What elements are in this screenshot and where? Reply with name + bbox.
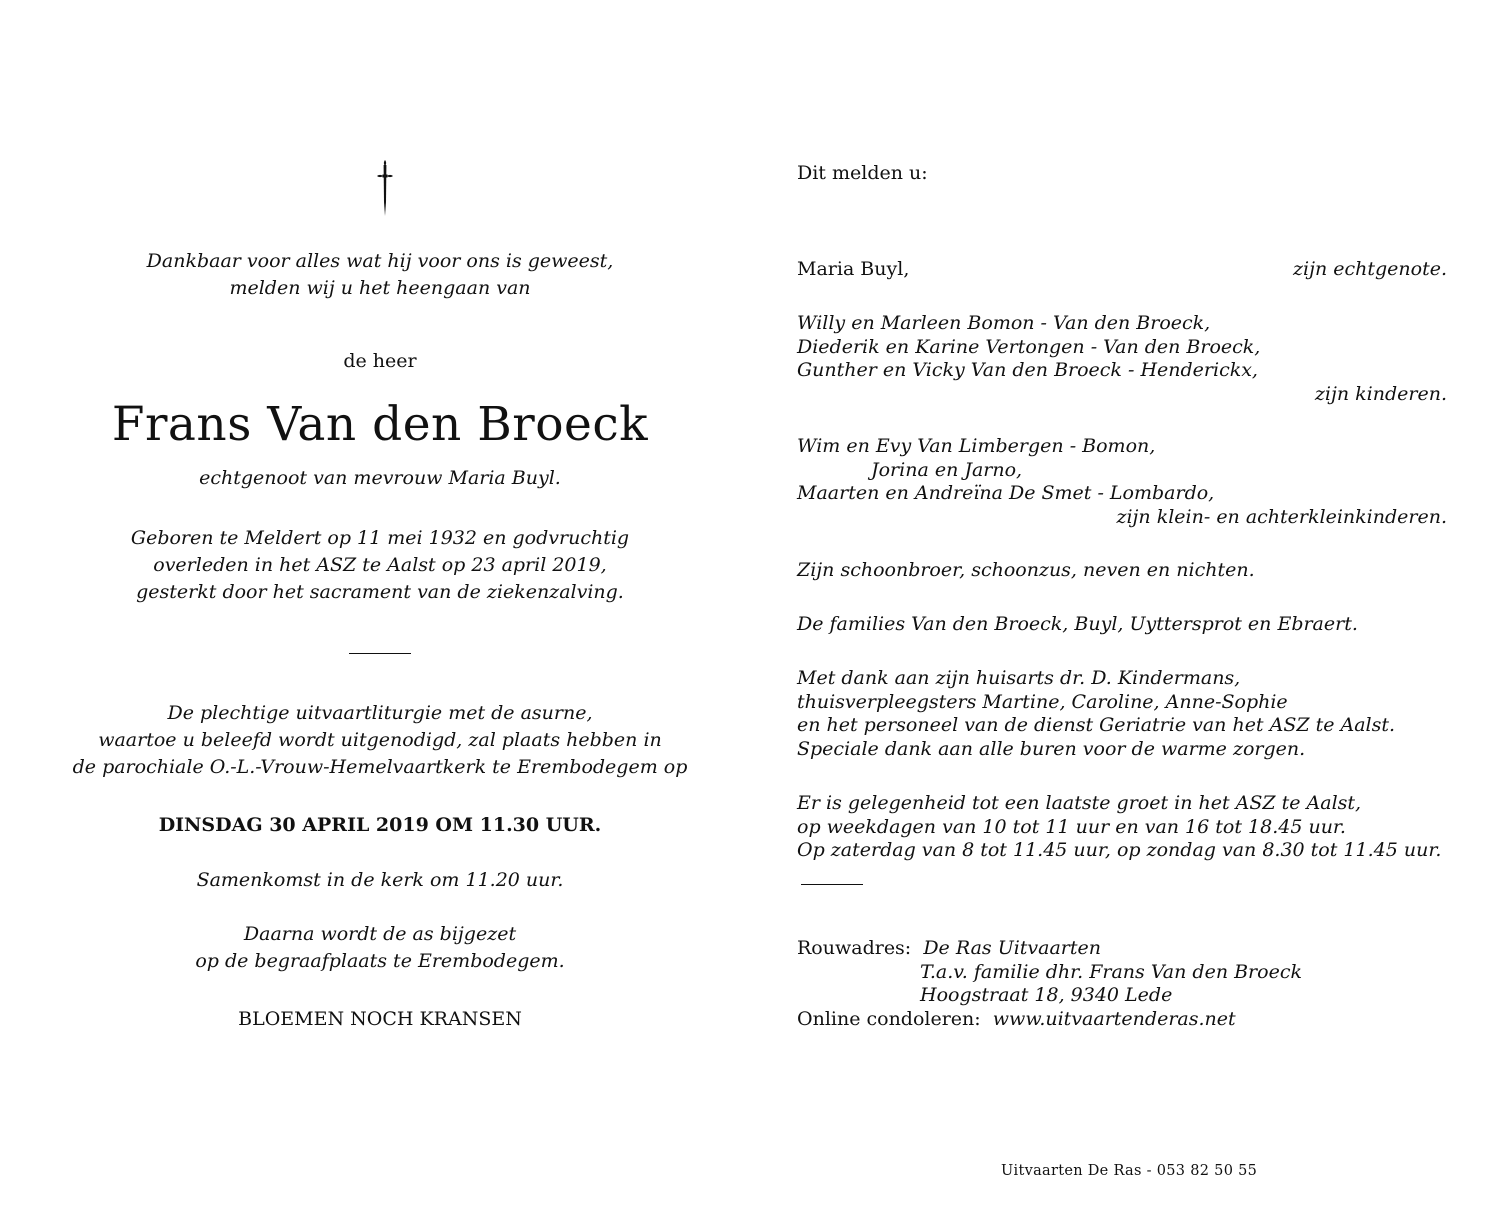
intro-text: Dankbaar voor alles wat hij voor ons is geweest, melden wij u het heengaan van xyxy=(146,250,614,299)
online-label: Online condoleren: xyxy=(797,1007,981,1030)
children-entry: Willy en Marleen Bomon - Van den Broeck, Diederik en Karine Vertongen - Van den Broeck, Gunther en Vicky Van den Broeck - Henderickx, zijn kinderen. xyxy=(797,312,1447,405)
families-line: De families Van den Broeck, Buyl, Uyttersprot en Ebraert. xyxy=(797,613,1358,635)
address-block: Rouwadres: De Ras Uitvaarten T.a.v. familie dhr. Frans Van den Broeck Hoogstraat 18, 9340 Lede Online condoleren: www.uitvaartenderas.net xyxy=(797,937,1302,1030)
announce-line: Dit melden u: xyxy=(797,162,928,184)
spouse-role: zijn echtgenote. xyxy=(1292,258,1447,280)
address-label: Rouwadres: xyxy=(797,937,912,959)
visiting-text: Er is gelegenheid tot een laatste groet in het ASZ te Aalst, op weekdagen van 10 tot 11 uur en van 16 tot 18.45 uur. Op zaterdag van 8 tot 11.45 uur, op zondag van 8.30 tot 11.45 uur. xyxy=(797,792,1442,861)
birth-death-text: Geboren te Meldert op 11 mei 1932 en godvruchtig overleden in het ASZ te Aalst op 23 april 2019, gesterkt door het sacrament van de ziekenzalving. xyxy=(130,527,630,603)
liturgy-text: De plechtige uitvaartliturgie met de asurne, waartoe u beleefd wordt uitgenodigd, zal plaats hebben in de parochiale O.-L.-Vrouw-Hemelvaartkerk te Erembodegem op xyxy=(72,702,688,778)
online-url[interactable]: www.uitvaartenderas.net xyxy=(992,1007,1236,1030)
children-role: zijn kinderen. xyxy=(1314,382,1447,405)
deceased-name: Frans Van den Broeck xyxy=(111,397,649,452)
honorific: de heer xyxy=(343,350,417,372)
gathering-text: Samenkomst in de kerk om 11.20 uur. xyxy=(196,869,564,891)
burial-text: Daarna wordt de as bijgezet op de begraafplaats te Erembodegem. xyxy=(195,923,565,972)
divider-right xyxy=(801,884,863,885)
spouse-entry: Maria Buyl, zijn echtgenote. xyxy=(797,258,1447,280)
cross-icon xyxy=(377,160,393,216)
funeral-date: DINSDAG 30 APRIL 2019 OM 11.30 UUR. xyxy=(158,814,602,836)
grandchildren-entry: Wim en Evy Van Limbergen - Bomon, Jorina en Jarno, Maarten en Andreïna De Smet - Lombardo, zijn klein- en achterkleinkinderen. xyxy=(797,435,1447,528)
flowers-note: BLOEMEN NOCH KRANSEN xyxy=(238,1008,522,1030)
inlaws-line: Zijn schoonbroer, schoonzus, neven en nichten. xyxy=(797,559,1255,581)
spouse-line: echtgenoot van mevrouw Maria Buyl. xyxy=(199,467,561,489)
grandchildren-role: zijn klein- en achterkleinkinderen. xyxy=(1116,505,1447,528)
footer-credit: Uitvaarten De Ras - 053 82 50 55 xyxy=(1001,1163,1258,1179)
divider xyxy=(349,653,411,654)
thanks-text: Met dank aan zijn huisarts dr. D. Kindermans, thuisverpleegsters Martine, Caroline, Anne-Sophie en het personeel van de dienst Geriatrie van het ASZ te Aalst. Speciale dank aan alle buren voor de warme zorgen. xyxy=(797,667,1396,760)
